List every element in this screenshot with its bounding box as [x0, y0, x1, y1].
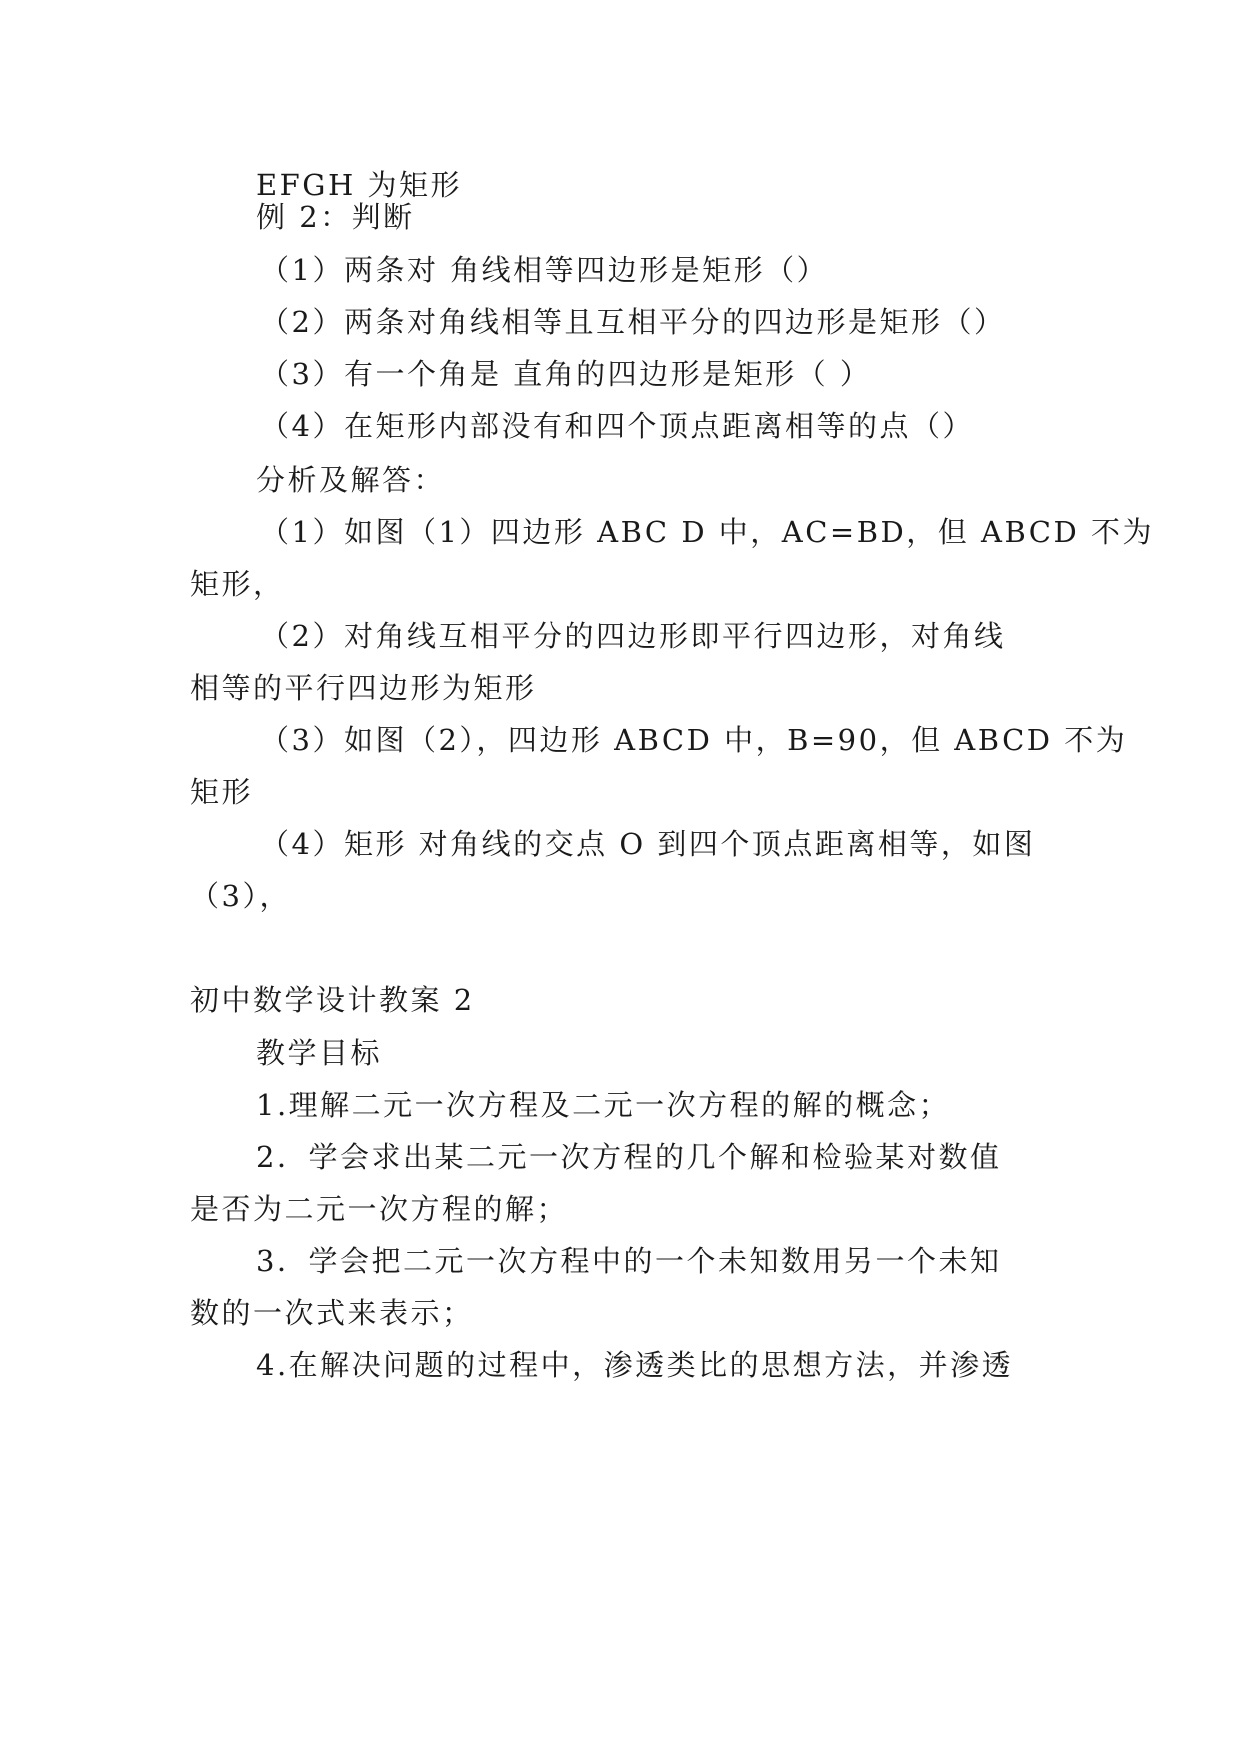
analysis-heading: 分析及解答： — [256, 463, 446, 497]
subsection-heading: 教学目标 — [256, 1036, 383, 1070]
answer-line: （4）矩形 对角线的交点 O 到四个顶点距离相等，如图 — [260, 827, 1036, 861]
answer-line: 矩形 — [190, 775, 254, 809]
objective-line: 3．学会把二元一次方程中的一个未知数用另一个未知 — [256, 1244, 1002, 1278]
question-line: （2）两条对角线相等且互相平分的四边形是矩形（） — [260, 305, 1006, 339]
objective-line: 4.在解决问题的过程中，渗透类比的思想方法，并渗透 — [256, 1348, 1014, 1382]
question-line: （1）两条对 角线相等四边形是矩形（） — [260, 253, 829, 287]
objective-line: 2．学会求出某二元一次方程的几个解和检验某对数值 — [256, 1140, 1002, 1174]
answer-line: （3）如图（2），四边形 ABCD 中，B=90，但 ABCD 不为 — [260, 723, 1128, 757]
answer-line: 相等的平行四边形为矩形 — [190, 671, 537, 705]
question-line: （3）有一个角是 直角的四边形是矩形（ ） — [260, 357, 872, 391]
question-line: （4）在矩形内部没有和四个顶点距离相等的点（） — [260, 409, 974, 443]
objective-line: 数的一次式来表示； — [190, 1296, 474, 1330]
answer-line: （2）对角线互相平分的四边形即平行四边形，对角线 — [260, 619, 1006, 653]
section-title: 初中数学设计教案 2 — [190, 983, 475, 1017]
answer-line: （1）如图（1）四边形 ABC D 中，AC=BD，但 ABCD 不为 — [260, 515, 1154, 549]
answer-line: 矩形， — [190, 567, 285, 601]
objective-line: 是否为二元一次方程的解； — [190, 1192, 569, 1226]
objective-line: 1.理解二元一次方程及二元一次方程的解的概念； — [256, 1088, 951, 1122]
example-heading: 例 2：判断 — [256, 200, 415, 234]
text-line: EFGH 为矩形 — [256, 168, 462, 202]
answer-line: （3）， — [190, 879, 291, 913]
